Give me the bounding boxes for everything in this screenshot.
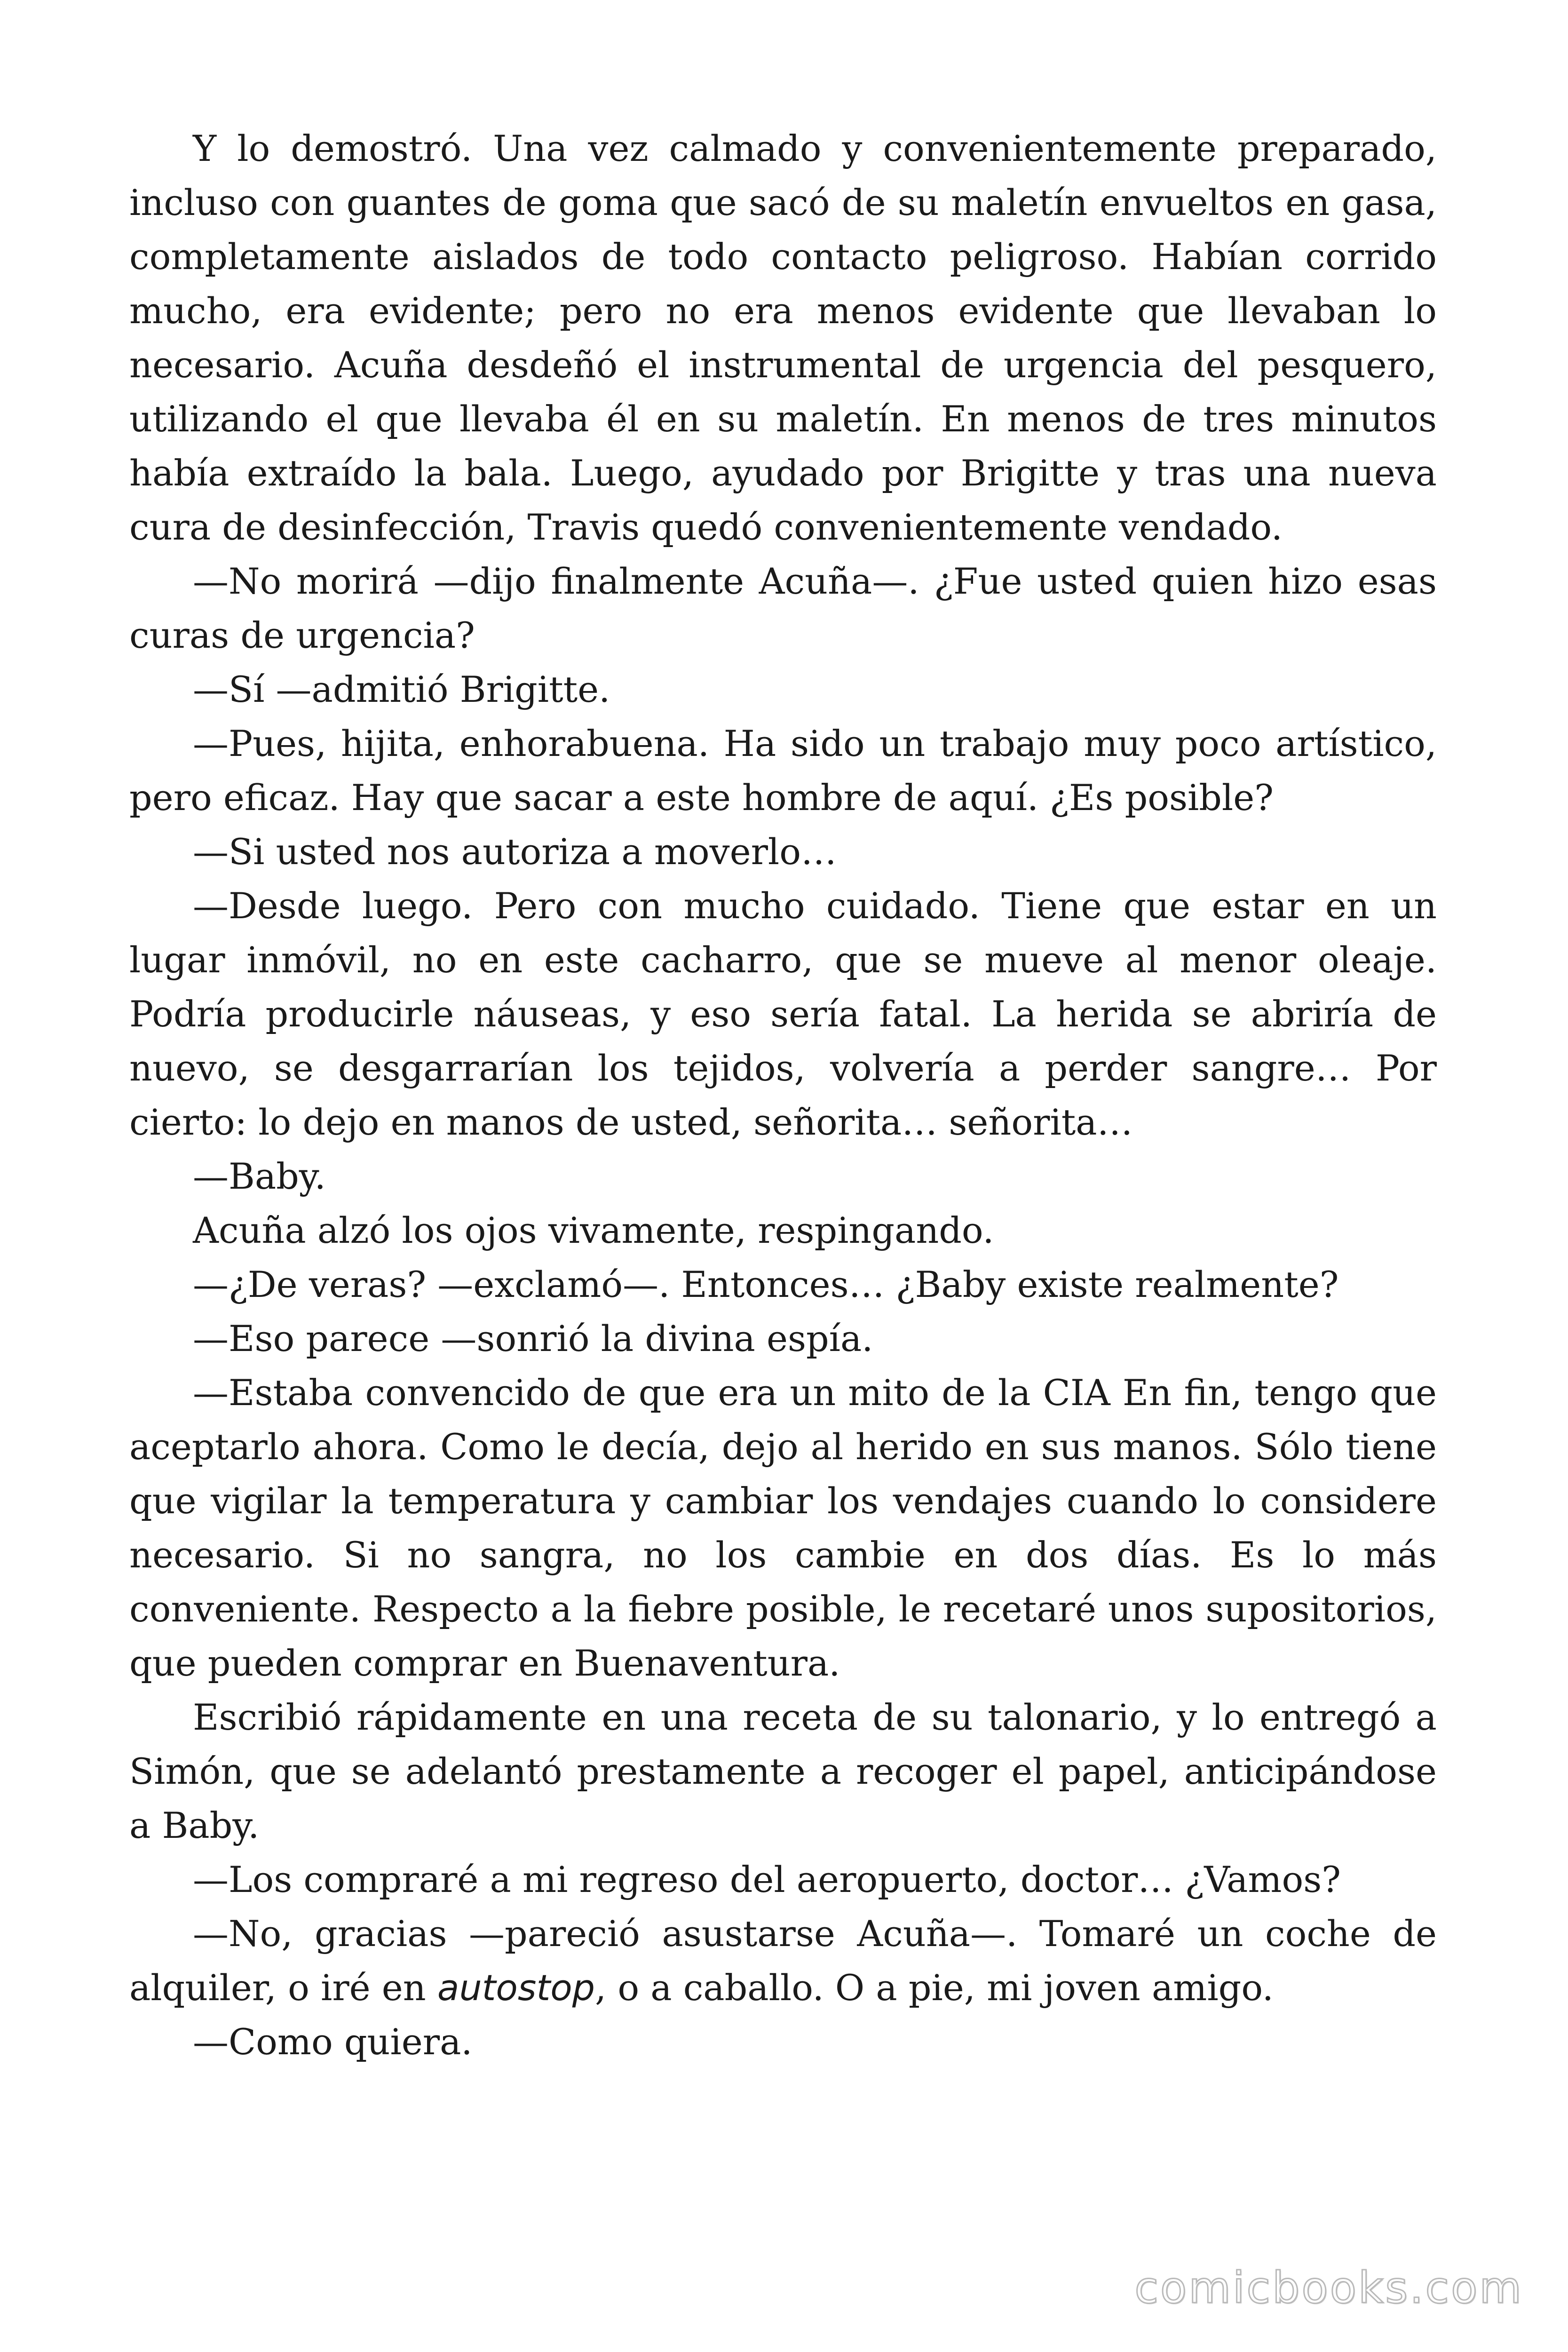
watermark: comicbooks.com <box>1134 2263 1523 2313</box>
paragraph: —Sí —admitió Brigitte. <box>193 668 610 710</box>
text-run: —No, gracias —pareció asustarse Acuña—. Tomaré un coche de alquiler, o iré en <box>129 1913 1437 2009</box>
paragraph: —Como quiera. <box>193 2021 473 2063</box>
paragraph: —Pues, hijita, enhorabuena. Ha sido un trabajo muy poco artístico, pero eficaz. Hay que sacar a este hombre de aquí. ¿Es posible? <box>129 723 1437 818</box>
paragraph: —No morirá —dijo finalmente Acuña—. ¿Fue usted quien hizo esas curas de urgencia? <box>129 560 1437 656</box>
paragraph: Y lo demostró. Una vez calmado y convenientemente preparado, incluso con guantes de goma que sacó de su maletín envueltos en gasa, completamente aislados de todo contacto peligroso. Habían corrido mucho, era evidente; pero no era menos evidente que llevaban lo necesario. Acuña desdeñó el instrumental de urgencia del pesquero, utilizando el que llevaba él en su maletín. En menos de tres minutos había extraído la bala. Luego, ayudado por Brigitte y tras una nueva cura de desinfección, Travis quedó convenientemente vendado. <box>129 127 1437 548</box>
body-text <box>129 121 1437 2069</box>
paragraph: —Si usted nos autoriza a moverlo… <box>193 831 837 873</box>
paragraph-with-italic <box>129 1907 1437 2015</box>
paragraph: —¿De veras? —exclamó—. Entonces… ¿Baby existe realmente? <box>193 1263 1339 1305</box>
paragraph: —Baby. <box>193 1155 326 1197</box>
paragraph: —Desde luego. Pero con mucho cuidado. Tiene que estar en un lugar inmóvil, no en este cacharro, que se mueve al menor oleaje. Podría producirle náuseas, y eso sería fatal. La herida se abriría de nuevo, se desgarrarían los tejidos, volvería a perder sangre… Por cierto: lo dejo en manos de usted, señorita… señorita… <box>129 885 1437 1143</box>
paragraph: Acuña alzó los ojos vivamente, respingando. <box>193 1209 994 1251</box>
italic-word: autostop <box>437 1967 595 2009</box>
paragraph: —Estaba convencido de que era un mito de la CIA En fin, tengo que aceptarlo ahora. Como le decía, dejo al herido en sus manos. Sólo tiene que vigilar la temperatura y cambiar los vendajes cuando lo considere necesario. Si no sangra, no los cambie en dos días. Es lo más conveniente. Respecto a la fiebre posible, le recetaré unos supositorios, que pueden comprar en Buenaventura. <box>129 1372 1437 1684</box>
text-run: , o a caballo. O a pie, mi joven amigo. <box>595 1967 1274 2009</box>
paragraph: —Eso parece —sonrió la divina espía. <box>193 1318 873 1359</box>
paragraph: Escribió rápidamente en una receta de su talonario, y lo entregó a Simón, que se adelantó prestamente a recoger el papel, anticipándose a Baby. <box>129 1696 1437 1846</box>
paragraph: —Los compraré a mi regreso del aeropuerto, doctor… ¿Vamos? <box>193 1859 1341 1900</box>
